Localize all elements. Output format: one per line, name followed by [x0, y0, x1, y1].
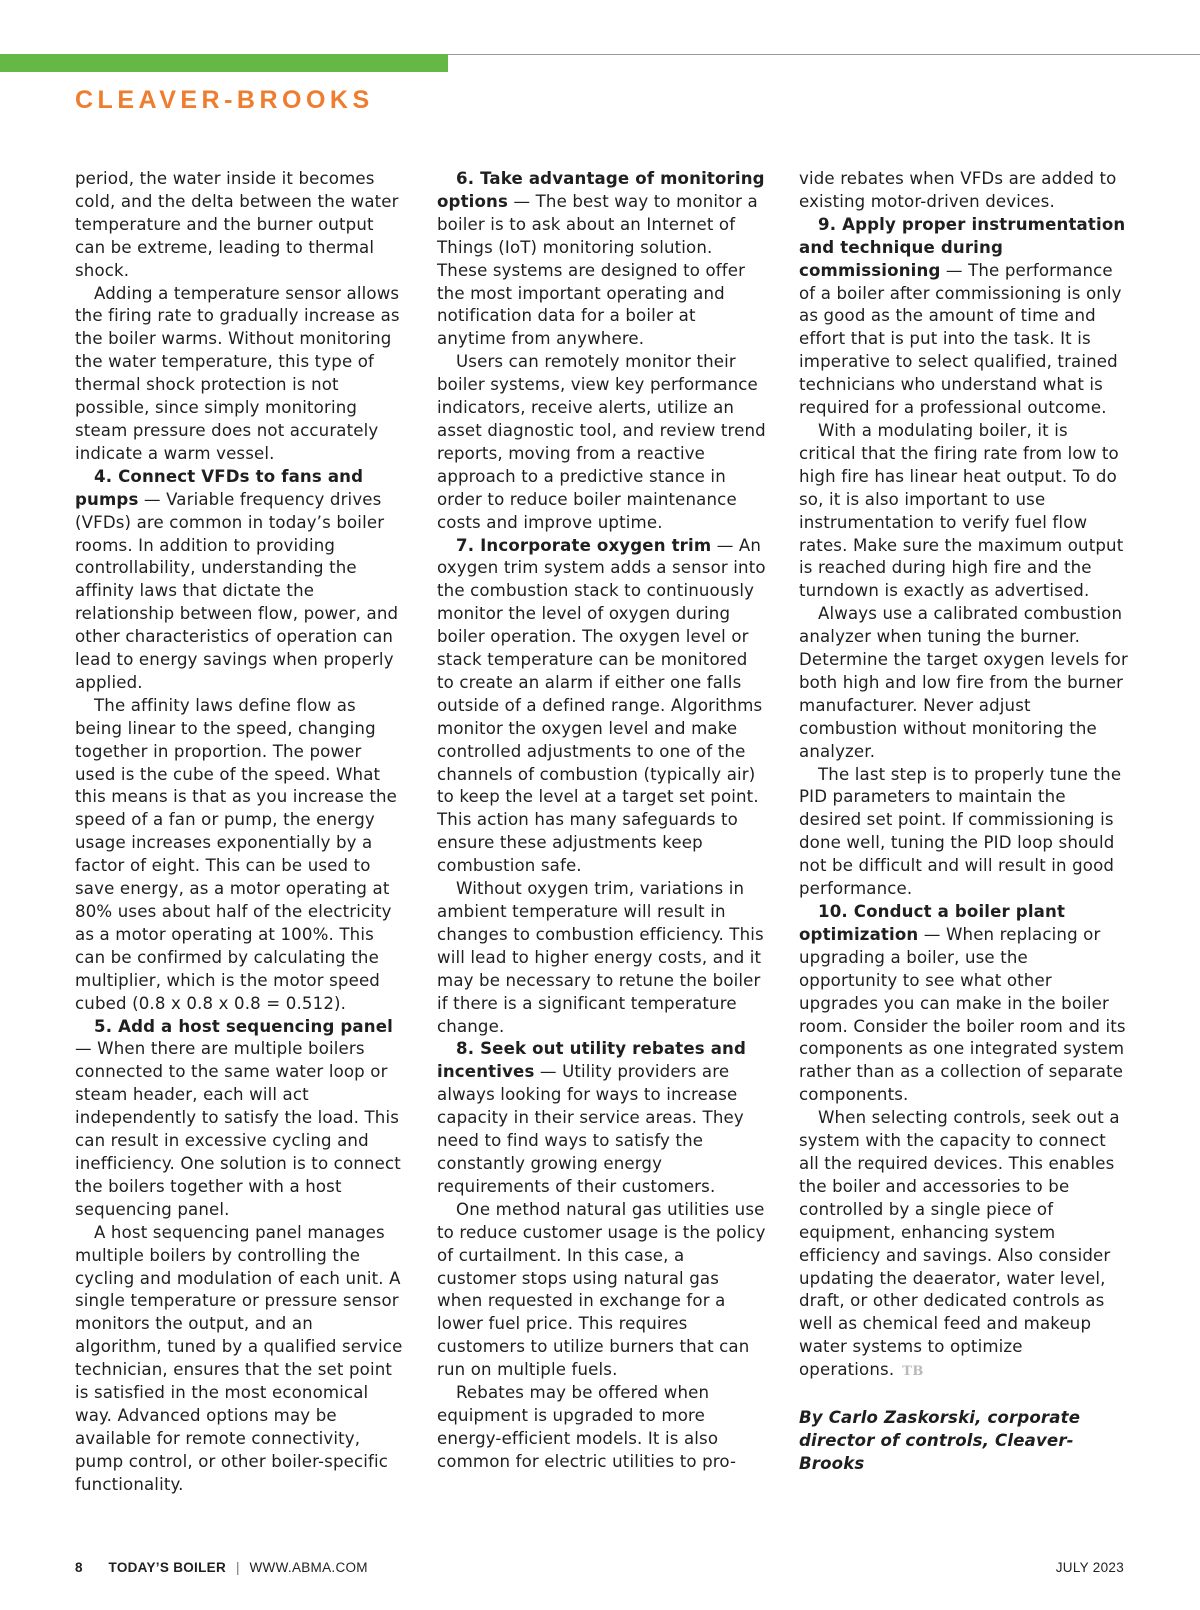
header-rule	[448, 54, 1200, 55]
paragraph-text: — When replacing or upgrading a boiler, use the opportunity to see what other upgrades you can make in the boiler room. Consider the boiler room and its components as one integrated system rather than as a collection of separate components.	[799, 924, 1126, 1105]
article-column-3	[799, 168, 1129, 1476]
section-heading: 8. Seek out utility rebates and incentives	[437, 1039, 747, 1082]
paragraph: The affinity laws define flow as being linear to the speed, changing together in proportion. The power used is the cube of the speed. What this means is that as you increase the speed of a fan or pump, the energy usage increases exponentially by a factor of eight. This can be used to save energy, as a motor operating at 80% uses about half of the electricity as a motor operating at 100%. This can be confirmed by calculating the multiplier, which is the motor speed cubed (0.8 x 0.8 x 0.8 = 0.512).	[75, 695, 398, 1013]
paragraph-text: — The performance of a boiler after commissioning is only as good as the amount of time and effort that is put into the task. It is imperative to select qualified, trained technicians who understand what is required for a professional outcome.	[799, 260, 1122, 418]
paragraph-text: — Utility providers are always looking for ways to increase capacity in their service areas. They need to find ways to satisfy the constantly growing energy requirements of their customers.	[437, 1062, 744, 1196]
paragraph: vide rebates when VFDs are added to existing motor-driven devices.	[799, 169, 1117, 211]
section-8	[437, 1038, 767, 1198]
brand-logo: CLEAVER-BROOKS	[75, 86, 374, 114]
section-heading: 9. Apply proper instrumentation and technique during commissioning	[799, 214, 1126, 280]
paragraph-text: — Variable frequency drives (VFDs) are common in today’s boiler rooms. In addition to providing controllability, understanding the affinity laws that dictate the relationship between flow, power, and other characteristics of operation can lead to energy savings when properly applied.	[75, 489, 399, 692]
paragraph: The last step is to properly tune the PID parameters to maintain the desired set point. If commissioning is done well, tuning the PID loop should not be difficult and will result in good performance.	[799, 764, 1122, 899]
paragraph: One method natural gas utilities use to reduce customer usage is the policy of curtailment. In this case, a customer stops using natural gas when requested in exchange for a lower fuel price. This requires customers to utilize burners that can run on multiple fuels.	[437, 1199, 766, 1380]
section-heading: 10. Conduct a boiler plant optimization	[799, 902, 1066, 944]
issue-date: JULY 2023	[1055, 1560, 1124, 1575]
website-url: WWW.ABMA.COM	[249, 1560, 368, 1575]
paragraph: A host sequencing panel manages multiple boilers by controlling the cycling and modulation of each unit. A single temperature or pressure sensor monitors the output, and an algorithm, tuned by a qualified service technician, ensures that the set point is satisfied in the most economical way. Advanced options may be available for remote connectivity, pump control, or other boiler-specific functionality.	[75, 1222, 403, 1494]
section-9	[799, 214, 1129, 420]
header-green-bar	[0, 54, 448, 72]
paragraph-text: — An oxygen trim system adds a sensor into the combustion stack to continuously monitor the level of oxygen during boiler operation. The oxygen level or stack temperature can be monitored to create an alarm if either one falls outside of a defined range. Algorithms monitor the oxygen level and make controlled adjustments to one of the channels of combustion (typically air) to keep the level at a target set point. This action has many safeguards to ensure these adjustments keep combustion safe.	[437, 535, 766, 876]
article-column-1	[75, 168, 405, 1497]
section-heading: 5. Add a host sequencing panel	[94, 1016, 393, 1036]
section-heading: 6. Take advantage of monitoring options	[437, 169, 765, 211]
section-5	[75, 1016, 405, 1222]
section-heading: 7. Incorporate oxygen trim	[456, 535, 712, 555]
paragraph-text: — When there are multiple boilers connected to the same water loop or steam header, each will act independently to satisfy the load. This can result in excessive cycling and inefficiency. One solution is to connect the boilers together with a host sequencing panel.	[75, 1039, 401, 1219]
article-column-2	[437, 168, 767, 1474]
section-4	[75, 466, 405, 695]
publication-name: TODAY’S BOILER	[108, 1560, 226, 1575]
paragraph: Always use a calibrated combustion analyzer when tuning the burner. Determine the target oxygen levels for both high and low fire from the burner manufacturer. Never adjust combustion without monitoring the analyzer.	[799, 604, 1128, 761]
closing-paragraph	[799, 1107, 1129, 1384]
paragraph-text: — The best way to monitor a boiler is to ask about an Internet of Things (IoT) monitoring solution. These systems are designed to offer the most important operating and notification data for a boiler at anytime from anywhere.	[437, 191, 758, 349]
section-7	[437, 535, 767, 879]
paragraph-text: When selecting controls, seek out a system with the capacity to connect all the required devices. This enables the boiler and accessories to be controlled by a single piece of equipment, enhancing system efficiency and savings. Also consider updating the deaerator, water level, draft, or other dedicated controls as well as chemical feed and makeup water systems to optimize operations.	[799, 1108, 1120, 1380]
paragraph: Adding a temperature sensor allows the firing rate to gradually increase as the boiler warms. Without monitoring the water temperature, this type of thermal shock protection is not possible, since simply monitoring steam pressure does not accurately indicate a warm vessel.	[75, 283, 400, 463]
paragraph: Without oxygen trim, variations in ambient temperature will result in changes to combustion efficiency. This will lead to higher energy costs, and it may be necessary to retune the boiler if there is a significant temperature change.	[437, 879, 764, 1036]
footer-left	[75, 1560, 368, 1575]
author-byline: By Carlo Zaskorski, corporate director of controls, Cleaver-Brooks	[799, 1407, 1081, 1473]
page-number: 8	[75, 1560, 83, 1575]
paragraph: Users can remotely monitor their boiler systems, view key performance indicators, receive alerts, utilize an asset diagnostic tool, and review trend reports, moving from a reactive approach to a predictive stance in order to reduce boiler maintenance costs and improve uptime.	[437, 352, 766, 532]
section-heading: 4. Connect VFDs to fans and pumps	[75, 466, 364, 509]
end-mark: TB	[902, 1364, 924, 1380]
paragraph: period, the water inside it becomes cold, and the delta between the water temperature and the burner output can be extreme, leading to thermal shock.	[75, 169, 399, 280]
section-6	[437, 168, 767, 351]
paragraph: With a modulating boiler, it is critical that the firing rate from low to high fire has linear heat output. To do so, it is also important to use instrumentation to verify fuel flow rates. Make sure the maximum output is reached during high fire and the turndown is exactly as advertised.	[799, 420, 1124, 601]
footer-separator: |	[236, 1560, 240, 1575]
section-10	[799, 901, 1129, 1107]
paragraph: Rebates may be offered when equipment is upgraded to more energy-efficient models. It is also common for electric utilities to pro-	[437, 1383, 737, 1471]
